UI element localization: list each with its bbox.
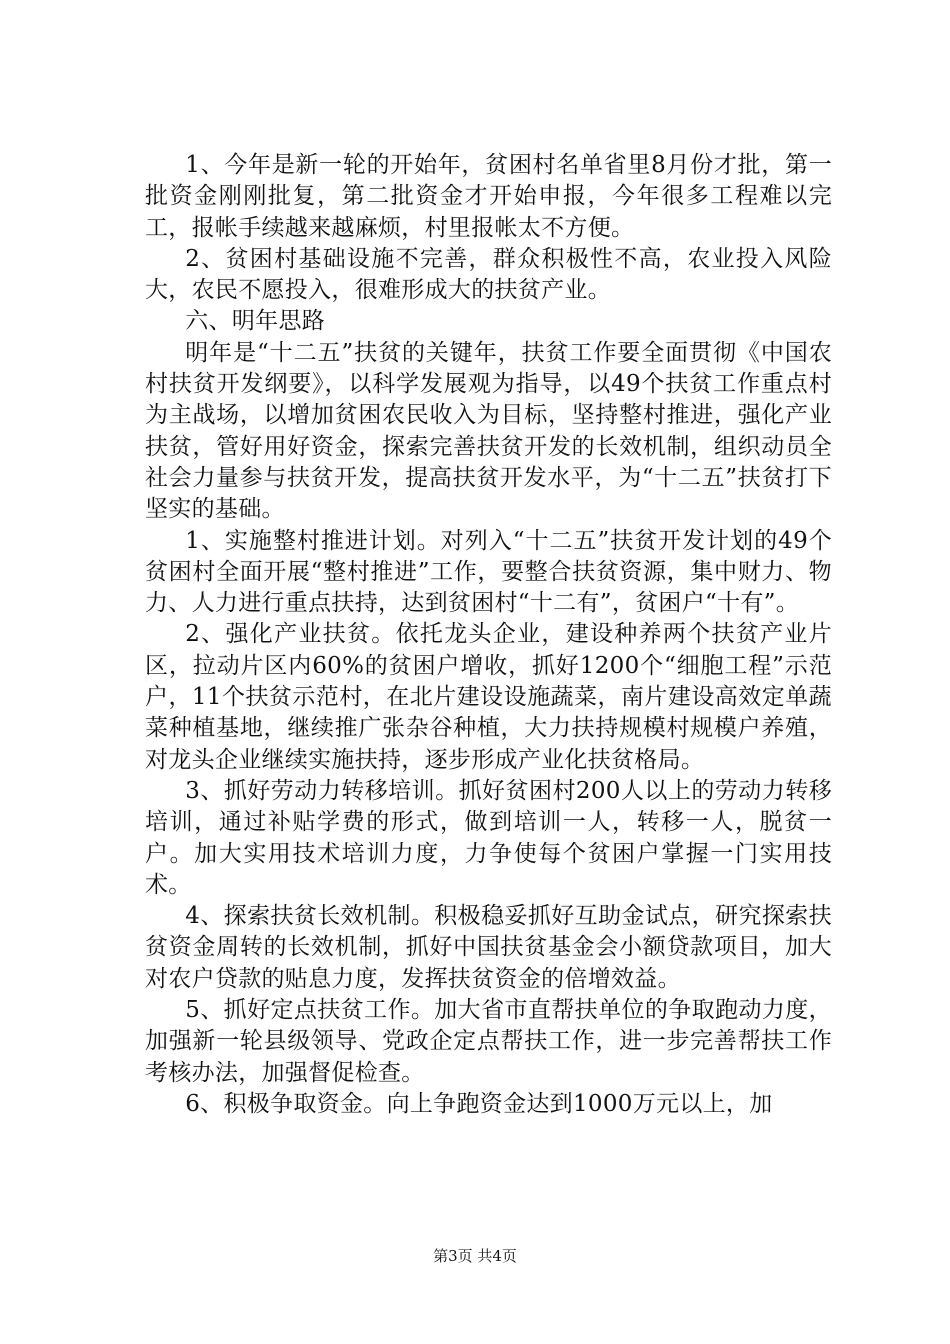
paragraph-plan-5: 5、抓好定点扶贫工作。加大省市直帮扶单位的争取跑动力度，加强新一轮县级领导、党政企定点帮扶工作，进一步完善帮扶工作考核办法，加强督促检查。 [145, 997, 832, 1086]
paragraph-plan-2: 2、强化产业扶贫。依托龙头企业，建设种养两个扶贫产业片区，拉动片区内60%的贫困户增收，抓好1200个“细胞工程”示范户，11个扶贫示范村，在北片建设设施蔬菜，南片建设高效定单蔬菜种植基地，继续推广张杂谷种植，大力扶持规模村规模户养殖，对龙头企业继续实施扶持，逐步形成产业化扶贫格局。 [145, 621, 832, 773]
paragraph-problem-2: 2、贫困村基础设施不完善，群众积极性不高，农业投入风险大，农民不愿投入，很难形成大的扶贫产业。 [145, 245, 832, 304]
paragraph-plan-6: 6、积极争取资金。向上争跑资金达到1000万元以上，加 [185, 1090, 773, 1117]
paragraph-plan-3: 3、抓好劳动力转移培训。抓好贫困村200人以上的劳动力转移培训，通过补贴学费的形式，做到培训一人，转移一人，脱贫一户。加大实用技术培训力度，力争使每个贫困户掌握一门实用技术。 [145, 777, 832, 898]
paragraph-problem-1: 1、今年是新一轮的开始年，贫困村名单省里8月份才批，第一批资金刚刚批复，第二批资金才开始申报，今年很多工程难以完工，报帐手续越来越麻烦，村里报帐太不方便。 [145, 152, 832, 241]
page-footer: 第3页 共4页 [433, 1247, 517, 1265]
paragraph-next-year-overview: 明年是“十二五”扶贫的关键年，扶贫工作要全面贯彻《中国农村扶贫开发纲要》，以科学发展观为指导，以49个扶贫工作重点村为主战场，以增加贫困农民收入为目标，坚持整村推进，强化产业扶贫，管好用好资金，探索完善扶贫开发的长效机制，组织动员全社会力量参与扶贫开发，提高扶贫开发水平，为“十二五”扶贫打下坚实的基础。 [145, 339, 832, 523]
document-body [145, 150, 832, 1120]
paragraph-plan-1: 1、实施整村推进计划。对列入“十二五”扶贫开发计划的49个贫困村全面开展“整村推进”工作，要整合扶贫资源，集中财力、物力、人力进行重点扶持，达到贫困村“十二有”，贫困户“十有”。 [145, 527, 832, 617]
paragraph-plan-4: 4、探索扶贫长效机制。积极稳妥抓好互助金试点，研究探索扶贫资金周转的长效机制，抓好中国扶贫基金会小额贷款项目，加大对农户贷款的贴息力度，发挥扶贫资金的倍增效益。 [145, 903, 832, 992]
section-heading-next-year-plan: 六、明年思路 [185, 308, 326, 335]
